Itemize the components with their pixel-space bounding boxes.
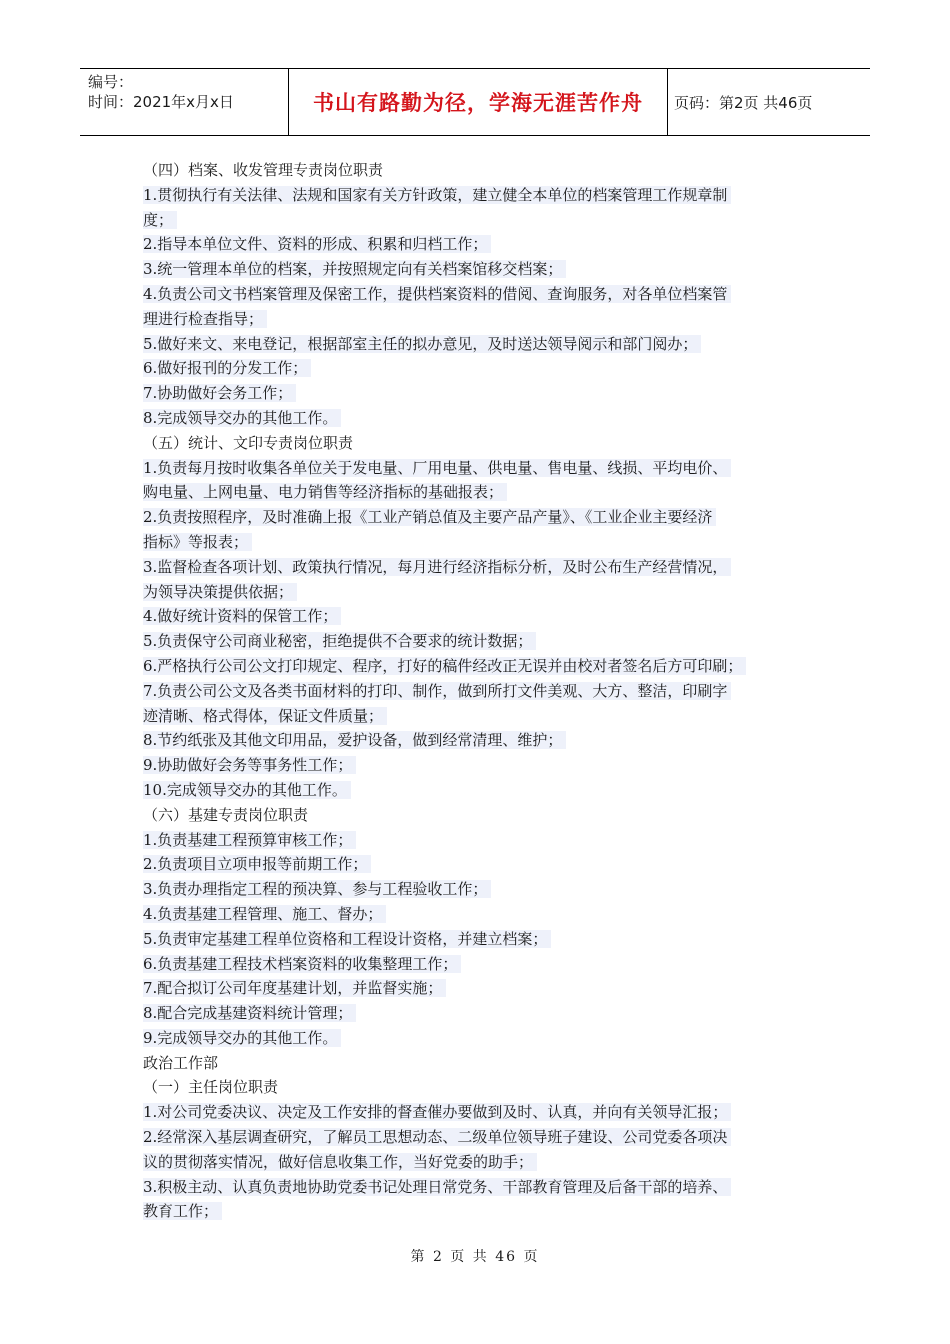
text-line-content: 3.统一管理本单位的档案，并按照规定向有关档案馆移交档案； bbox=[143, 260, 566, 278]
text-line bbox=[143, 282, 823, 307]
text-line bbox=[143, 828, 823, 853]
text-line-content: 6.负责基建工程技术档案资料的收集整理工作； bbox=[143, 955, 461, 973]
text-line-content: （六）基建专责岗位职责 bbox=[143, 805, 309, 824]
doc-date: 时间：2021年x月x日 bbox=[88, 93, 234, 111]
text-line-content: 迹清晰、格式得体，保证文件质量； bbox=[143, 707, 387, 725]
text-line-content: 5.负责审定基建工程单位资格和工程设计资格，并建立档案； bbox=[143, 930, 551, 948]
text-line bbox=[143, 480, 823, 505]
text-line bbox=[143, 232, 823, 257]
text-line bbox=[143, 1175, 823, 1200]
text-line bbox=[143, 456, 823, 481]
text-line bbox=[143, 356, 823, 381]
doc-number-label: 编号： bbox=[88, 73, 134, 91]
text-line-content: 6.严格执行公司公文打印规定、程序，打好的稿件经改正无误并由校对者签名后方可印刷； bbox=[143, 657, 746, 675]
text-line bbox=[143, 778, 823, 803]
text-line bbox=[143, 877, 823, 902]
text-line bbox=[143, 505, 823, 530]
text-line-content: 4.负责基建工程管理、施工、督办； bbox=[143, 905, 386, 923]
text-line bbox=[143, 753, 823, 778]
text-line-content: 2.负责按照程序，及时准确上报《工业产销总值及主要产品产量》、《工业企业主要经济 bbox=[143, 508, 716, 526]
text-line-content: （一）主任岗位职责 bbox=[143, 1078, 279, 1097]
header-meta bbox=[80, 69, 288, 135]
header-page-info: 页码：第2页 共46页 bbox=[674, 93, 813, 112]
text-line-content: 8.配合完成基建资料统计管理； bbox=[143, 1004, 356, 1022]
text-line-content: 2.指导本单位文件、资料的形成、积累和归档工作； bbox=[143, 235, 491, 253]
text-line bbox=[143, 307, 823, 332]
text-line bbox=[143, 1199, 823, 1224]
text-line-content: （四）档案、收发管理专责岗位职责 bbox=[143, 161, 384, 179]
text-line-content: 9.协助做好会务等事务性工作； bbox=[143, 756, 356, 774]
text-line-content: 政治工作部 bbox=[143, 1053, 219, 1072]
text-line bbox=[143, 580, 823, 605]
text-line bbox=[143, 604, 823, 629]
text-line-content: 议的贯彻落实情况，做好信息收集工作，当好党委的助手； bbox=[143, 1153, 537, 1171]
page-footer: 第 2 页 共 46 页 bbox=[410, 1249, 540, 1265]
text-line-content: 6.做好报刊的分发工作； bbox=[143, 359, 311, 377]
text-line-content: 7.配合拟订公司年度基建计划，并监督实施； bbox=[143, 979, 446, 997]
text-line bbox=[143, 704, 823, 729]
text-line-content: 9.完成领导交办的其他工作。 bbox=[143, 1029, 341, 1047]
text-line bbox=[143, 406, 823, 431]
text-line bbox=[143, 679, 823, 704]
document-body bbox=[143, 158, 823, 1224]
text-line bbox=[143, 257, 823, 282]
text-line-content: 为领导决策提供依据； bbox=[143, 583, 297, 601]
header-motto: 书山有路勤为径，学海无涯苦作舟 bbox=[288, 69, 668, 135]
text-line bbox=[143, 852, 823, 877]
text-line bbox=[143, 952, 823, 977]
text-line bbox=[143, 431, 823, 456]
text-line bbox=[143, 208, 823, 233]
text-line bbox=[143, 976, 823, 1001]
page-header bbox=[80, 68, 870, 136]
text-line bbox=[143, 728, 823, 753]
text-line bbox=[143, 555, 823, 580]
text-line bbox=[143, 1100, 823, 1125]
text-line bbox=[143, 530, 823, 555]
text-line-content: 7.协助做好会务工作； bbox=[143, 384, 296, 402]
text-line-content: 购电量、上网电量、电力销售等经济指标的基础报表； bbox=[143, 483, 507, 501]
text-line-content: 4.负责公司文书档案管理及保密工作，提供档案资料的借阅、查询服务，对各单位档案管 bbox=[143, 285, 731, 303]
text-line bbox=[143, 381, 823, 406]
text-line bbox=[143, 902, 823, 927]
text-line-content: 8.节约纸张及其他文印用品，爱护设备，做到经常清理、维护； bbox=[143, 731, 566, 749]
text-line bbox=[143, 1051, 823, 1076]
text-line-content: 度； bbox=[143, 211, 177, 229]
text-line bbox=[143, 332, 823, 357]
text-line-content: 5.负责保守公司商业秘密，拒绝提供不合要求的统计数据； bbox=[143, 632, 536, 650]
text-line-content: 4.做好统计资料的保管工作； bbox=[143, 607, 341, 625]
text-line bbox=[143, 927, 823, 952]
text-line bbox=[143, 1026, 823, 1051]
text-line-content: 3.负责办理指定工程的预决算、参与工程验收工作； bbox=[143, 880, 491, 898]
text-line-content: 2.经常深入基层调查研究，了解员工思想动态、二级单位领导班子建设、公司党委各项决 bbox=[143, 1128, 731, 1146]
text-line bbox=[143, 803, 823, 828]
text-line-content: 8.完成领导交办的其他工作。 bbox=[143, 409, 341, 427]
text-line bbox=[143, 1075, 823, 1100]
text-line-content: 1.贯彻执行有关法律、法规和国家有关方针政策，建立健全本单位的档案管理工作规章制 bbox=[143, 186, 731, 204]
text-line bbox=[143, 629, 823, 654]
text-line bbox=[143, 158, 823, 183]
text-line-content: 2.负责项目立项申报等前期工作； bbox=[143, 855, 371, 873]
text-line-content: 10.完成领导交办的其他工作。 bbox=[143, 781, 351, 799]
text-line-content: 5.做好来文、来电登记，根据部室主任的拟办意见，及时送达领导阅示和部门阅办； bbox=[143, 335, 701, 353]
text-line bbox=[143, 1001, 823, 1026]
text-line bbox=[143, 1125, 823, 1150]
text-line-content: 1.负责基建工程预算审核工作； bbox=[143, 831, 356, 849]
text-line-content: （五）统计、文印专责岗位职责 bbox=[143, 433, 354, 452]
text-line-content: 教育工作； bbox=[143, 1202, 222, 1220]
text-line-content: 理进行检查指导； bbox=[143, 310, 267, 328]
text-line-content: 1.负责每月按时收集各单位关于发电量、厂用电量、供电量、售电量、线损、平均电价、 bbox=[143, 459, 731, 477]
text-line-content: 7.负责公司公文及各类书面材料的打印、制作，做到所打文件美观、大方、整洁，印刷字 bbox=[143, 682, 731, 700]
text-line bbox=[143, 183, 823, 208]
text-line-content: 1.对公司党委决议、决定及工作安排的督查催办要做到及时、认真，并向有关领导汇报； bbox=[143, 1103, 731, 1121]
text-line bbox=[143, 654, 823, 679]
text-line-content: 指标》等报表； bbox=[143, 533, 252, 551]
text-line-content: 3.监督检查各项计划、政策执行情况，每月进行经济指标分析，及时公布生产经营情况， bbox=[143, 558, 731, 576]
text-line-content: 3.积极主动、认真负责地协助党委书记处理日常党务、干部教育管理及后备干部的培养、 bbox=[143, 1178, 731, 1196]
text-line bbox=[143, 1150, 823, 1175]
